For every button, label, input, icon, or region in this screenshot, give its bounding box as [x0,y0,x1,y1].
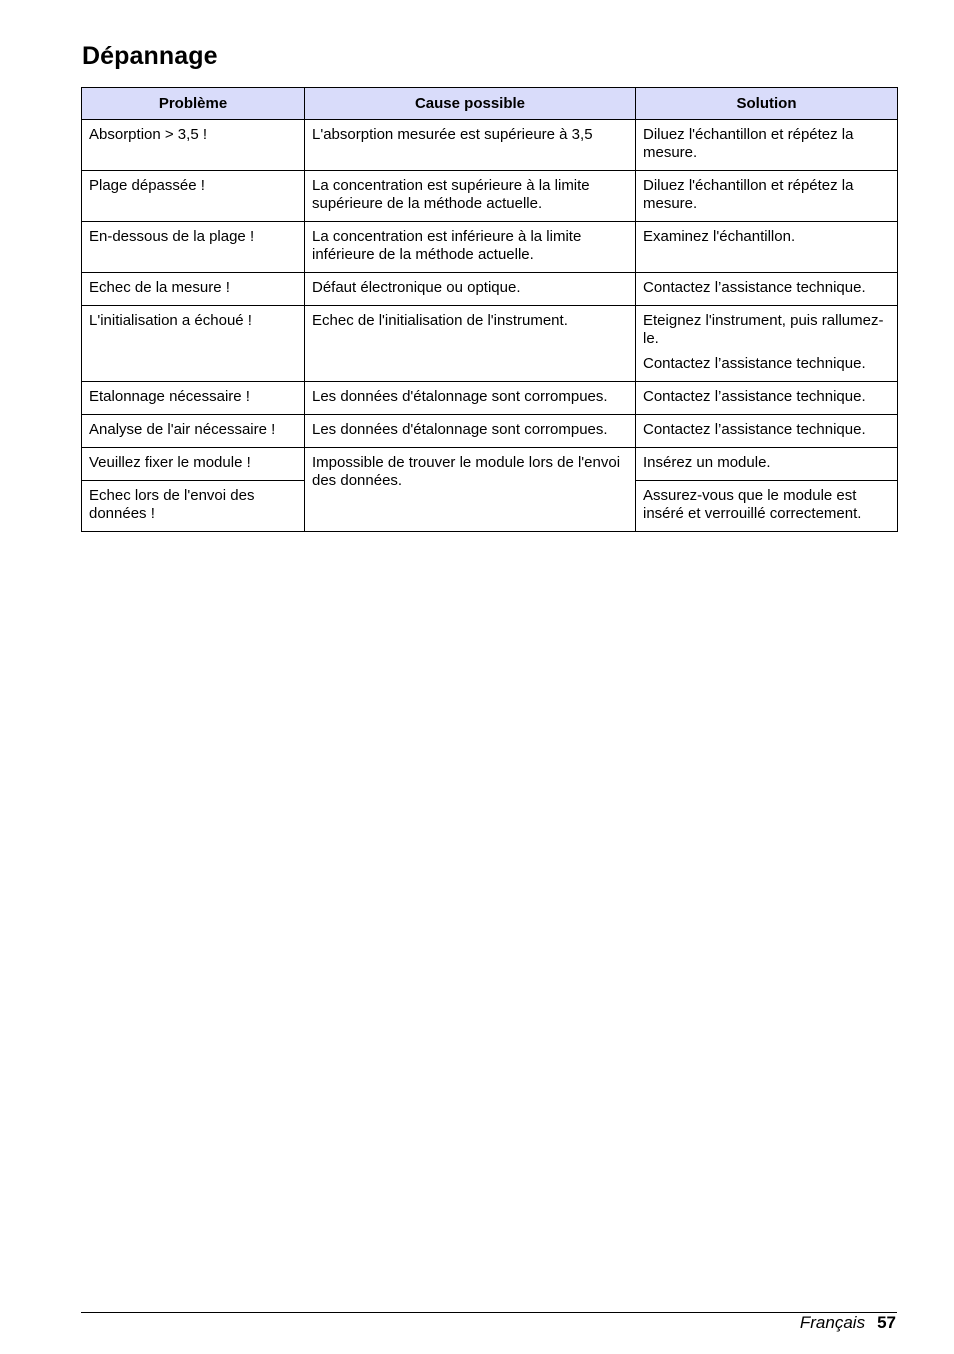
problem-cell: Etalonnage nécessaire ! [82,382,305,415]
solution-cell [636,306,898,382]
column-header-solution: Solution [636,88,898,120]
solution-cell [636,222,898,273]
table-row [82,448,898,481]
cause-cell: La concentration est inférieure à la limite inférieure de la méthode actuelle. [305,222,636,273]
page-number: 57 [877,1313,896,1332]
solution-cell [636,273,898,306]
solution-text: Contactez l’assistance technique. [643,388,866,405]
solution-cell [636,448,898,481]
table-row [82,222,898,273]
table-row [82,415,898,448]
problem-cell: L'initialisation a échoué ! [82,306,305,382]
table-row [82,171,898,222]
problem-cell: Absorption > 3,5 ! [82,120,305,171]
cause-cell: Echec de l'initialisation de l'instrument. [305,306,636,382]
table-row [82,382,898,415]
problem-cell: Echec de la mesure ! [82,273,305,306]
solution-cell [636,382,898,415]
cause-cell: Les données d'étalonnage sont corrompues. [305,382,636,415]
troubleshooting-table [81,87,898,532]
footer-divider [81,1312,897,1313]
solution-text: Eteignez l'instrument, puis rallumez-le. [643,312,884,347]
page-footer [800,1313,896,1333]
solution-text: Diluez l'échantillon et répétez la mesure. [643,177,854,212]
table-header-row [82,88,898,120]
solution-cell [636,120,898,171]
problem-cell: Veuillez fixer le module ! [82,448,305,481]
solution-cell [636,481,898,532]
solution-cell [636,171,898,222]
table-row [82,120,898,171]
problem-cell: En-dessous de la plage ! [82,222,305,273]
problem-cell: Echec lors de l'envoi des données ! [82,481,305,532]
solution-text: Diluez l'échantillon et répétez la mesure. [643,126,854,161]
solution-text: Insérez un module. [643,454,771,471]
cause-cell: Impossible de trouver le module lors de l'envoi des données. [305,448,636,532]
cause-cell: La concentration est supérieure à la limite supérieure de la méthode actuelle. [305,171,636,222]
table-row [82,306,898,382]
solution-text: Contactez l’assistance technique. [643,355,866,372]
table-row [82,273,898,306]
solution-cell [636,415,898,448]
page-title: Dépannage [82,42,218,70]
cause-cell: Les données d'étalonnage sont corrompues. [305,415,636,448]
cause-cell: L'absorption mesurée est supérieure à 3,5 [305,120,636,171]
cause-cell: Défaut électronique ou optique. [305,273,636,306]
solution-text: Assurez-vous que le module est inséré et verrouillé correctement. [643,487,862,522]
footer-language: Français [799,1313,866,1332]
problem-cell: Plage dépassée ! [82,171,305,222]
column-header-problem: Problème [82,88,305,120]
solution-text: Examinez l'échantillon. [643,228,796,245]
problem-cell: Analyse de l'air nécessaire ! [82,415,305,448]
solution-text: Contactez l’assistance technique. [643,279,866,296]
column-header-cause: Cause possible [305,88,636,120]
solution-text: Contactez l’assistance technique. [643,421,866,438]
